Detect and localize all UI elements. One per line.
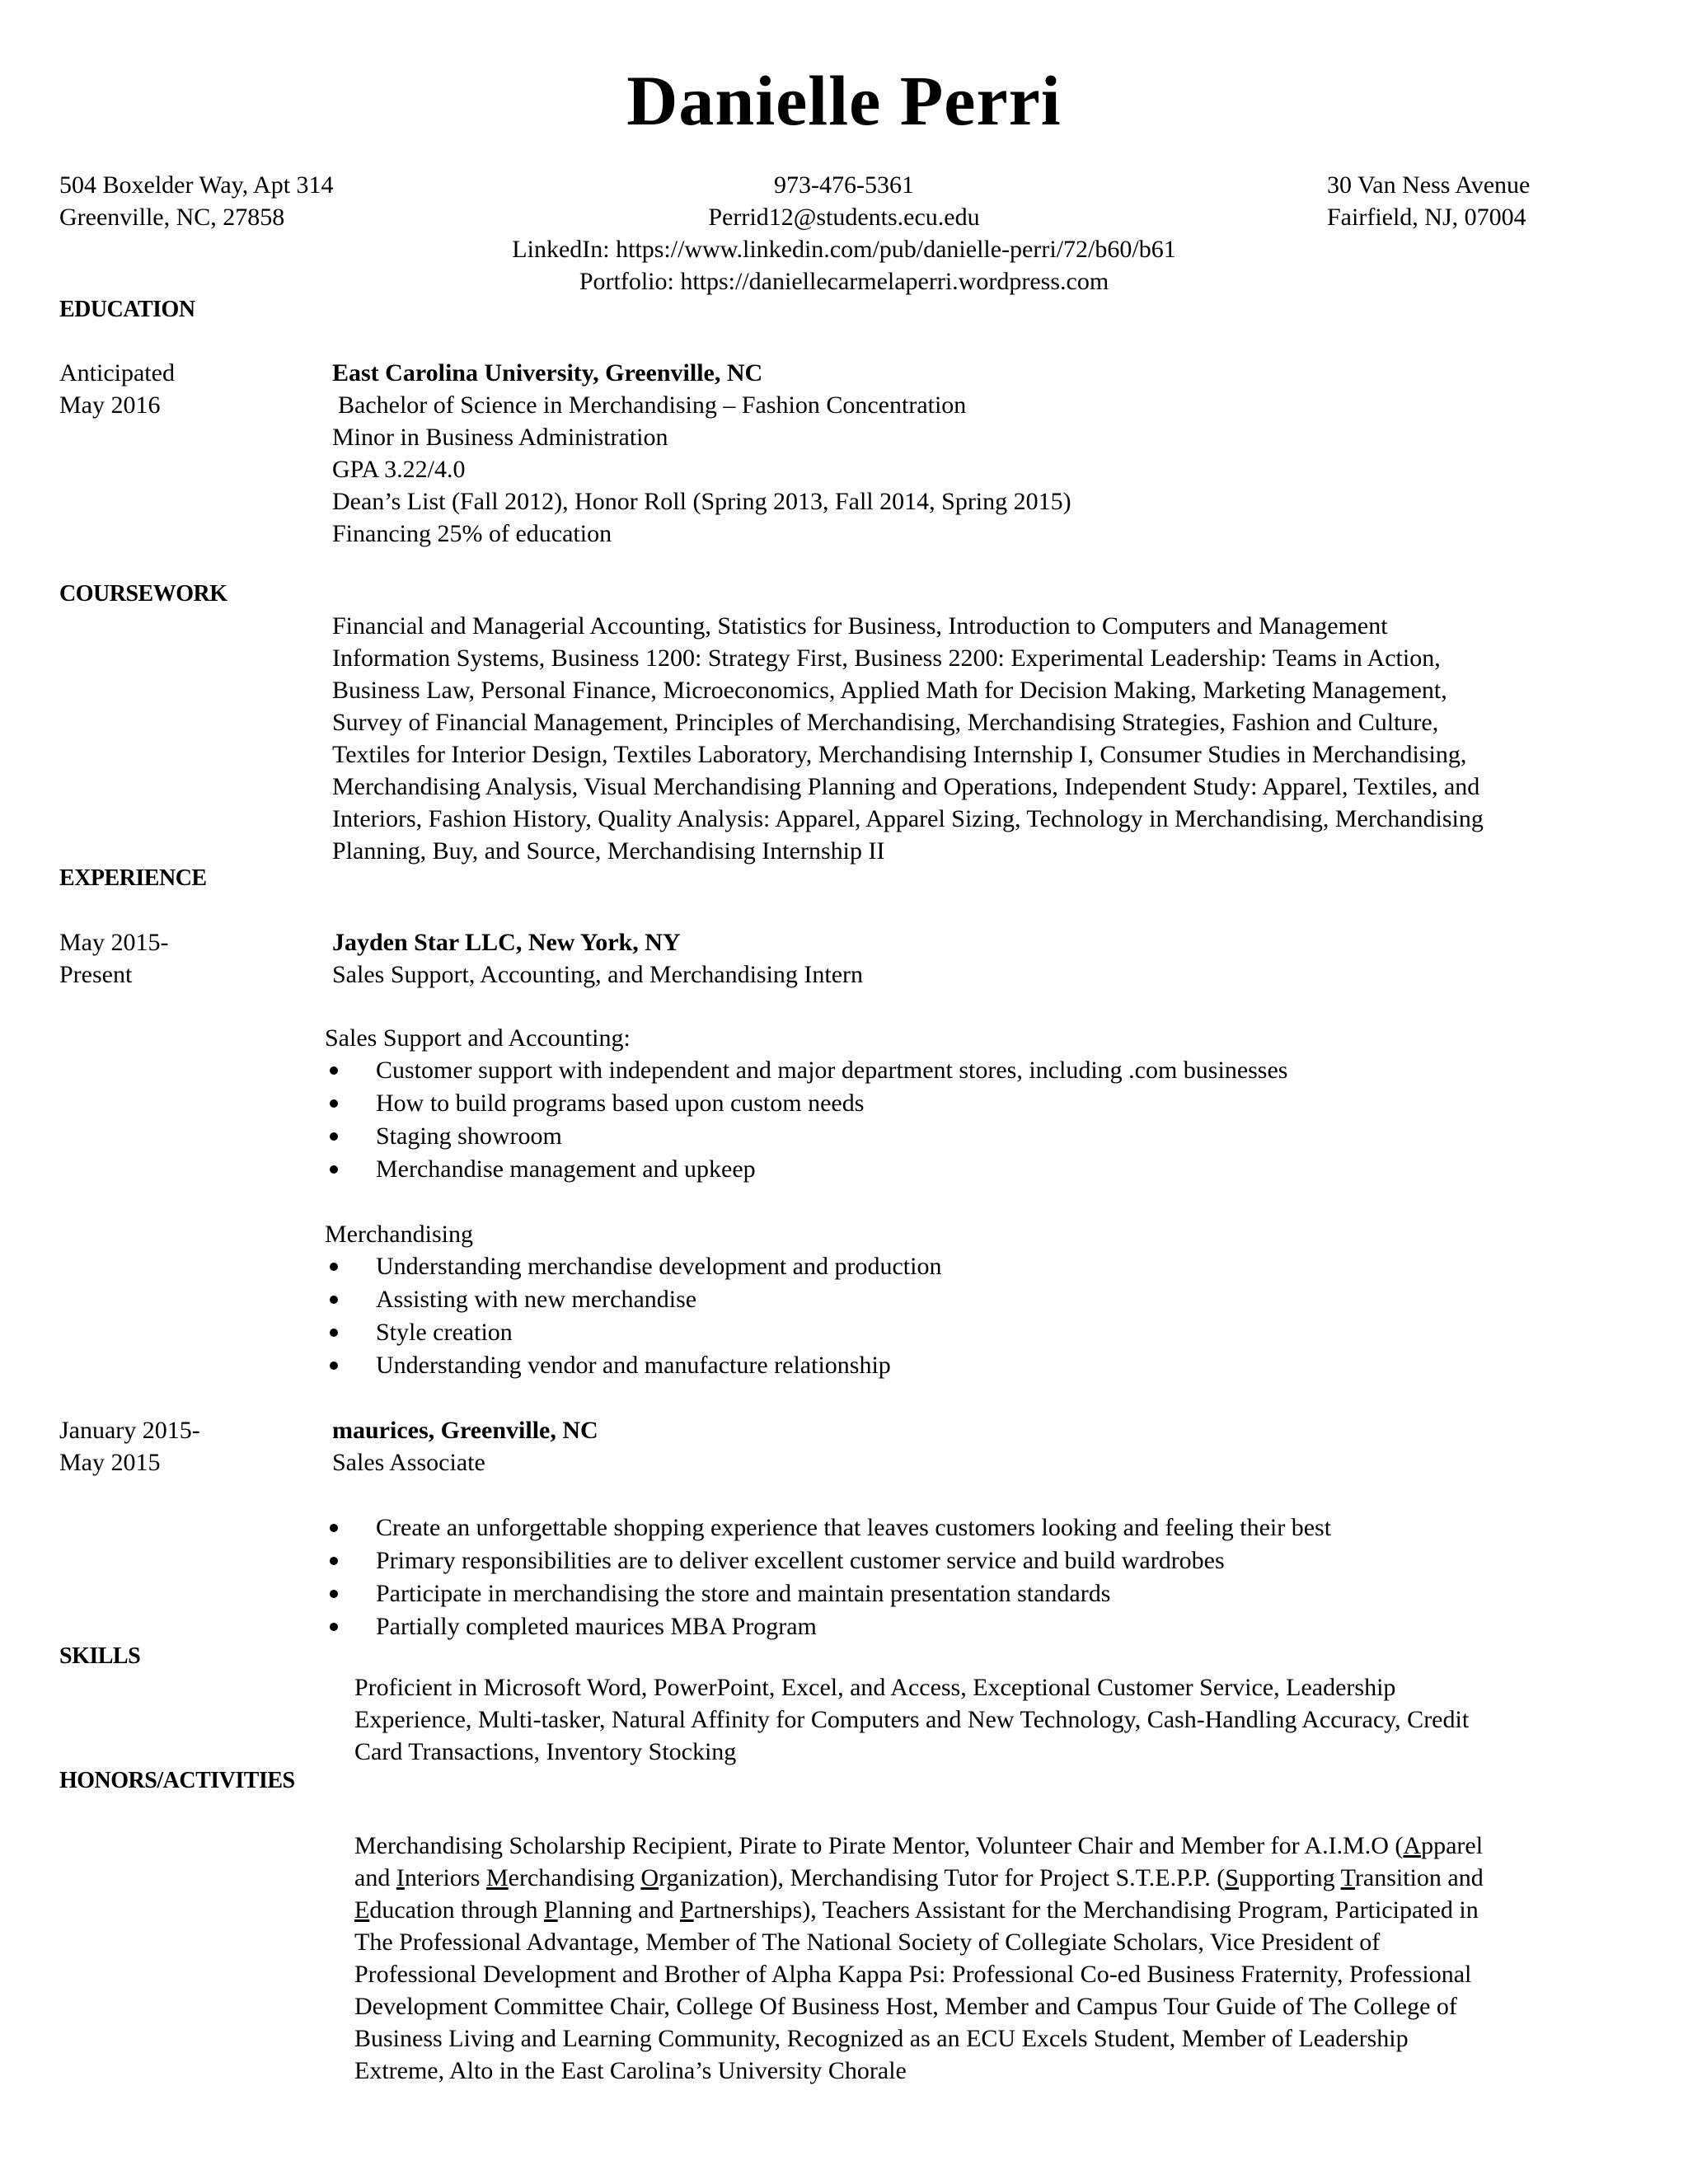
- bullet-icon: [330, 1263, 338, 1271]
- list-item-text: Partially completed maurices MBA Program: [376, 1613, 817, 1640]
- job-2-employer: maurices, Greenville, NC: [332, 1417, 598, 1444]
- bullet-icon: [330, 1557, 338, 1565]
- list-item: [326, 1153, 1287, 1186]
- job-1-group-2-label: Merchandising: [325, 1221, 473, 1248]
- coursework-line: Financial and Managerial Accounting, Statistics for Business, Introduction to Computers and Management: [332, 612, 1388, 640]
- list-item: [326, 1283, 941, 1316]
- list-item: [326, 1120, 1287, 1153]
- list-item-text: Understanding vendor and manufacture relationship: [376, 1352, 891, 1379]
- honors-list: [354, 1830, 1484, 2087]
- job-1-group-1-list: [326, 1054, 1287, 1186]
- address-left-line-2: Greenville, NC, 27858: [59, 204, 285, 231]
- bullet-icon: [330, 1329, 338, 1337]
- job-2-date-line-1: January 2015-: [59, 1417, 200, 1444]
- education-date: [59, 357, 175, 421]
- honors-line: Business Living and Learning Community, Recognized as an ECU Excels Student, Member of Leadership: [354, 2025, 1409, 2052]
- list-item: [326, 1511, 1331, 1544]
- list-item: [326, 1250, 941, 1283]
- job-2-date-line-2: May 2015: [59, 1449, 161, 1476]
- coursework-list: [332, 610, 1484, 867]
- list-item-text: How to build programs based upon custom needs: [376, 1090, 865, 1117]
- list-item-text: Understanding merchandise development and production: [376, 1253, 942, 1280]
- list-item-text: Participate in merchandising the store and maintain presentation standards: [376, 1580, 1111, 1607]
- linkedin-link[interactable]: LinkedIn: https://www.linkedin.com/pub/danielle-perri/72/b60/b61: [512, 236, 1176, 263]
- skills-list: [354, 1671, 1469, 1768]
- list-item: [326, 1054, 1287, 1087]
- bullet-icon: [330, 1623, 338, 1631]
- coursework-heading: COURSEWORK: [59, 581, 227, 607]
- gpa: GPA 3.22/4.0: [332, 456, 466, 483]
- honors-line: Merchandising Scholarship Recipient, Pirate to Pirate Mentor, Volunteer Chair and Member for A.I.M.O (Apparel: [354, 1832, 1484, 1859]
- list-item: [326, 1316, 941, 1349]
- degree: Bachelor of Science in Merchandising – Fashion Concentration: [338, 391, 967, 419]
- coursework-line: Merchandising Analysis, Visual Merchandising Planning and Operations, Independent Study: Apparel, Textiles, and: [332, 773, 1480, 800]
- email[interactable]: Perrid12@students.ecu.edu: [708, 204, 980, 231]
- candidate-name: Danielle Perri: [626, 61, 1062, 140]
- coursework-line: Planning, Buy, and Source, Merchandising Internship II: [332, 837, 885, 865]
- list-item-text: Style creation: [376, 1319, 513, 1346]
- list-item: [326, 1349, 941, 1382]
- address-right: [1327, 169, 1530, 233]
- address-right-line-1: 30 Van Ness Avenue: [1327, 171, 1531, 199]
- address-left-line-1: 504 Boxelder Way, Apt 314: [59, 171, 334, 199]
- list-item-text: Assisting with new merchandise: [376, 1286, 697, 1313]
- job-1-date: [59, 926, 168, 991]
- list-item-text: Create an unforgettable shopping experience that leaves customers looking and feeling their best: [376, 1514, 1332, 1541]
- honors-line: Professional Development and Brother of Alpha Kappa Psi: Professional Co-ed Business Fraternity, Professional: [354, 1961, 1472, 1988]
- coursework-line: Survey of Financial Management, Principles of Merchandising, Merchandising Strategies, Fashion and Culture,: [332, 709, 1439, 736]
- bullet-icon: [330, 1524, 338, 1532]
- address-right-line-2: Fairfield, NJ, 07004: [1327, 204, 1526, 231]
- job-1-employer: Jayden Star LLC, New York, NY: [332, 929, 681, 956]
- list-item: [326, 1577, 1331, 1610]
- honors-line: Development Committee Chair, College Of Business Host, Member and Campus Tour Guide of The College of: [354, 1993, 1457, 2020]
- list-item-text: Primary responsibilities are to deliver excellent customer service and build wardrobes: [376, 1547, 1225, 1574]
- list-item: [326, 1544, 1331, 1577]
- coursework-line: Business Law, Personal Finance, Microeconomics, Applied Math for Decision Making, Marketing Management,: [332, 677, 1447, 704]
- coursework-line: Textiles for Interior Design, Textiles Laboratory, Merchandising Internship I, Consumer Studies in Merchandising,: [332, 741, 1467, 768]
- education-date-line-1: Anticipated: [59, 359, 175, 387]
- job-2-list: [326, 1511, 1331, 1643]
- coursework-line: Interiors, Fashion History, Quality Analysis: Apparel, Apparel Sizing, Technology in Merchandising, Merchandising: [332, 805, 1484, 832]
- job-1-group-1-label: Sales Support and Accounting:: [325, 1024, 631, 1052]
- skills-line: Experience, Multi-tasker, Natural Affinity for Computers and New Technology, Cash-Handling Accuracy, Credit: [354, 1706, 1470, 1733]
- list-item-text: Staging showroom: [376, 1122, 562, 1150]
- job-1-date-line-2: Present: [59, 961, 133, 988]
- education-date-line-2: May 2016: [59, 391, 161, 419]
- financing: Financing 25% of education: [332, 520, 612, 547]
- honors-line: Extreme, Alto in the East Carolina’s University Chorale: [354, 2057, 907, 2084]
- job-1-header: [332, 926, 863, 991]
- honors-line: and Interiors Merchandising Organization), Merchandising Tutor for Project S.T.E.P.P. (Supporting Transition and: [354, 1864, 1484, 1891]
- bullet-icon: [330, 1296, 338, 1304]
- honors-line: Education through Planning and Partnerships), Teachers Assistant for the Merchandising Program, Participated in: [354, 1896, 1479, 1924]
- phone: 973-476-5361: [774, 171, 914, 199]
- minor: Minor in Business Administration: [332, 424, 668, 451]
- list-item-text: Merchandise management and upkeep: [376, 1155, 756, 1183]
- job-1-group-2-list: [326, 1250, 941, 1382]
- job-2-title: Sales Associate: [332, 1449, 485, 1476]
- honors-list: Dean’s List (Fall 2012), Honor Roll (Spring 2013, Fall 2014, Spring 2015): [332, 488, 1071, 515]
- job-1-date-line-1: May 2015-: [59, 929, 169, 956]
- bullet-icon: [330, 1361, 338, 1370]
- school-name: East Carolina University, Greenville, NC: [332, 359, 763, 387]
- address-left: [59, 169, 334, 233]
- honors-line: The Professional Advantage, Member of The National Society of Collegiate Scholars, Vice President of: [354, 1929, 1381, 1956]
- list-item: [326, 1087, 1287, 1120]
- skills-line: Card Transactions, Inventory Stocking: [354, 1738, 737, 1765]
- bullet-icon: [330, 1099, 338, 1108]
- job-1-title: Sales Support, Accounting, and Merchandising Intern: [332, 961, 864, 988]
- job-2-date: [59, 1414, 200, 1479]
- contact-center: [349, 169, 1339, 298]
- bullet-icon: [330, 1165, 338, 1174]
- job-2-header: [332, 1414, 598, 1479]
- skills-line: Proficient in Microsoft Word, PowerPoint, Excel, and Access, Exceptional Customer Service, Leadership: [354, 1674, 1396, 1701]
- experience-heading: EXPERIENCE: [59, 865, 207, 891]
- skills-heading: SKILLS: [59, 1643, 141, 1669]
- education-heading: EDUCATION: [59, 297, 195, 322]
- list-item: [326, 1610, 1331, 1643]
- bullet-icon: [330, 1066, 338, 1075]
- honors-heading: HONORS/ACTIVITIES: [59, 1768, 295, 1793]
- list-item-text: Customer support with independent and major department stores, including .com businesses: [376, 1057, 1288, 1084]
- portfolio-link[interactable]: Portfolio: https://daniellecarmelaperri.wordpress.com: [579, 268, 1109, 295]
- coursework-line: Information Systems, Business 1200: Strategy First, Business 2200: Experimental Leadership: Teams in Action,: [332, 644, 1441, 672]
- bullet-icon: [330, 1132, 338, 1141]
- bullet-icon: [330, 1590, 338, 1598]
- education-details: [332, 357, 1071, 550]
